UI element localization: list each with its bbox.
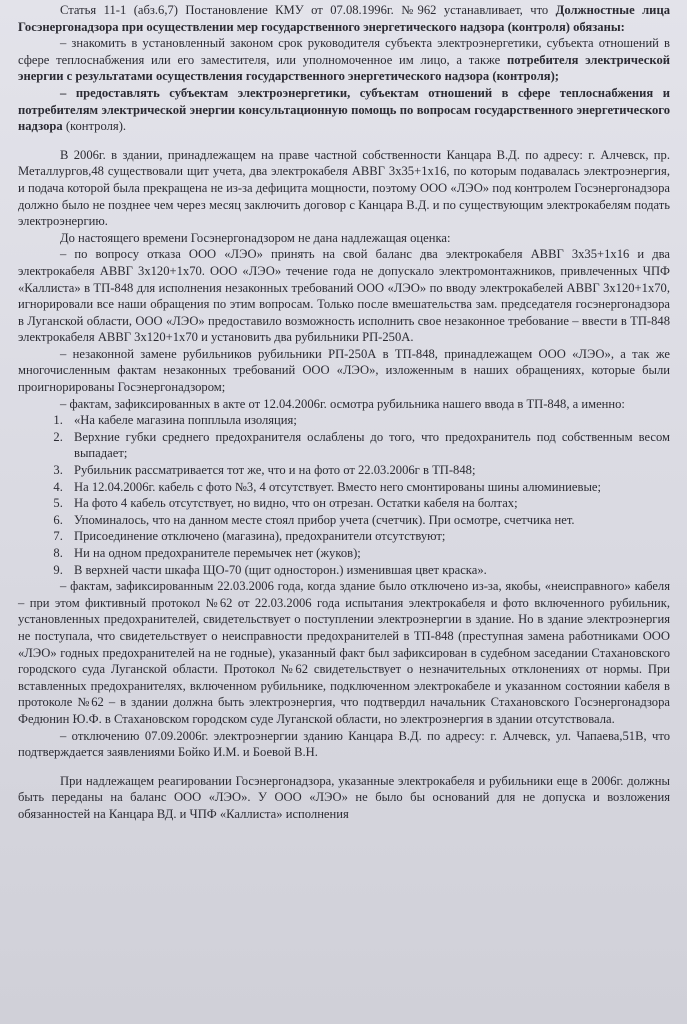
paragraph [18, 396, 670, 413]
paragraph [18, 85, 670, 135]
list-item: 8. Ни на одном предохранителе перемычек нет (жуков); [66, 545, 670, 562]
paragraph [18, 35, 670, 85]
bold-text-run: потребителя электрической энергии с результатами осуществления государственного энергетического надзора (контроля); [18, 52, 671, 84]
list-item: 9. В верхней части шкафа ЩО-70 (щит односторон.) изменившая цвет краска». [66, 562, 670, 579]
paragraph [18, 346, 670, 396]
paragraph [18, 2, 670, 35]
paragraph [18, 728, 670, 761]
paragraph-gap [18, 761, 670, 773]
paragraph [18, 773, 670, 823]
list-item: 3. Рубильник рассматривается тот же, что и на фото от 22.03.2006г в ТП-848; [66, 462, 670, 479]
list-item: 1. «На кабеле магазина попплыла изоляция; [66, 412, 670, 429]
text-run: Статья 11-1 (абз.6,7) Постановление КМУ от 07.08.1996г. №962 устанавливает, что [60, 3, 556, 17]
text-run: (контроля). [62, 119, 127, 134]
bold-text-run: Должностные лица Госэнергонадзора при осуществлении мер государственного энергетического надзора (контроля) обязаны: [18, 3, 670, 34]
text-run: – отключению 07.09.2006г. электроэнергии зданию Канцара В.Д. по адресу: г. Алчевск, ул. Чапаева,51В, что подтверждается заявлениями Бойко И.М. и Боевой В.Н. [18, 728, 670, 760]
text-run: – фактам, зафиксированных в акте от 12.04.2006г. осмотра рубильника нашего ввода в ТП-848, а именно: [60, 396, 625, 411]
text-run: – фактам, зафиксированным 22.03.2006 года, когда здание было отключено из-за, якобы, «неисправного» кабеля – при этом фиктивный протокол №62 от 22.03.2006 года испытания электрокабеля и фото включенного рубильник, установленных предохранителей, свидетельствует о поступлении электроэнергии в здание. Но в здание электроэнергия не поступала, что свидетельствует о неисправности предохранителей в ТП-848 (преступная замена работниками ООО «ЛЭО» годных предохранителей на не годные), указанный факт был зафиксирован в судебном заседании Стахановского городского суда Луганской области. Протокол №62 свидетельствует о незначительных отклонениях от нормы. При вставленных предохранителях, включенном рубильнике, подключенном электрокабеле и указанном состоянии кабеля в протоколе №62 – в здании должна быть электроэнергия, что подтвердил начальник Стахановского Госэнергонадзора Федюнин Ю.Ф. в Стахановском городском суде Луганской области, но электроэнергия в здании отсутствовала. [18, 579, 670, 726]
paragraph [18, 578, 670, 727]
paragraph [18, 147, 670, 230]
bold-text-run: – предоставлять субъектам электроэнергетики, субъектам отношений в сфере теплоснабжения и потребителям электрической энергии консультационную помощь по вопросам государственного энергетического надзора [18, 85, 670, 134]
list-item: 6. Упоминалось, что на данном месте стоял прибор учета (счетчик). При осмотре, счетчика нет. [66, 512, 670, 529]
text-run: До настоящего времени Госэнергонадзором не дана надлежащая оценка: [60, 230, 451, 245]
text-run: – незаконной замене рубильников рубильники РП-250А в ТП-848, принадлежащем ООО «ЛЭО», а так же многочисленным фактам незаконных требований ООО «ЛЭО», изложенным в наших обращениях, которые были проигнорированы Госэнергонадзором; [18, 346, 670, 395]
list-item: 5. На фото 4 кабель отсутствует, но видно, что он отрезан. Остатки кабеля на болтах; [66, 495, 670, 512]
numbered-list [18, 412, 670, 578]
list-item: 2. Верхние губки среднего предохранителя ослаблены до того, что предохранитель под собственным весом выпадает; [66, 429, 670, 462]
paragraph [18, 246, 670, 346]
paragraph [18, 230, 670, 247]
document-body [18, 2, 670, 823]
list-item: 7. Присоединение отключено (магазина), предохранители отсутствуют; [66, 528, 670, 545]
text-run: В 2006г. в здании, принадлежащем на праве частной собственности Канцара В.Д. по адресу: г. Алчевск, пр. Металлургов,48 существовали щит учета, два электрокабеля АВВГ 3х35+1х16, по которым подавалась электроэнергия, и подача которой была прекращена не из-за дефицита мощности, поэтому ООО «ЛЭО» под контролем Госэнергонадзора должно было не позднее чем через месяц заключить договор с Канцара В.Д. и по существующим электрокабелям подать электроэнергию. [18, 147, 670, 229]
paragraph-gap [18, 135, 670, 147]
text-run: – по вопросу отказа ООО «ЛЭО» принять на свой баланс два электрокабеля АВВГ 3х35+1х16 и два электрокабеля АВВГ 3х120+1х70. ООО «ЛЭО» течение года не допускало электромонтажников, привлеченных ЧПФ «Каллиста» в ТП-848 для исполнения незаконных требований ООО «ЛЭО» по вводу электрокабелей АВВГ 3х120+1х70, игнорировали все наши обращения по этим вопросам. Только после вмешательства зам. председателя госэнергонадзора в Луганской области, ООО «ЛЭО» предоставило возможность исполнить свое незаконное требование – ввести в ТП-848 электрокабеля АВВГ 3х120+1х70 и установить два рубильники РП-250А. [18, 247, 670, 345]
text-run: – знакомить в установленный законом срок руководителя субъекта электроэнергетики, субъекта отношений в сфере теплоснабжения или его заместителя, или уполномоченное им лицо, а также [18, 36, 670, 67]
list-item: 4. На 12.04.2006г. кабель с фото №3, 4 отсутствует. Вместо него смонтированы шины алюминиевые; [66, 479, 670, 496]
text-run: При надлежащем реагировании Госэнергонадзора, указанные электрокабеля и рубильники еще в 2006г. должны быть переданы на баланс ООО «ЛЭО». У ООО «ЛЭО» не было бы оснований для не допуска и возложения обязанностей на Канцара ВД. и ЧПФ «Каллиста» исполнения [18, 773, 670, 821]
